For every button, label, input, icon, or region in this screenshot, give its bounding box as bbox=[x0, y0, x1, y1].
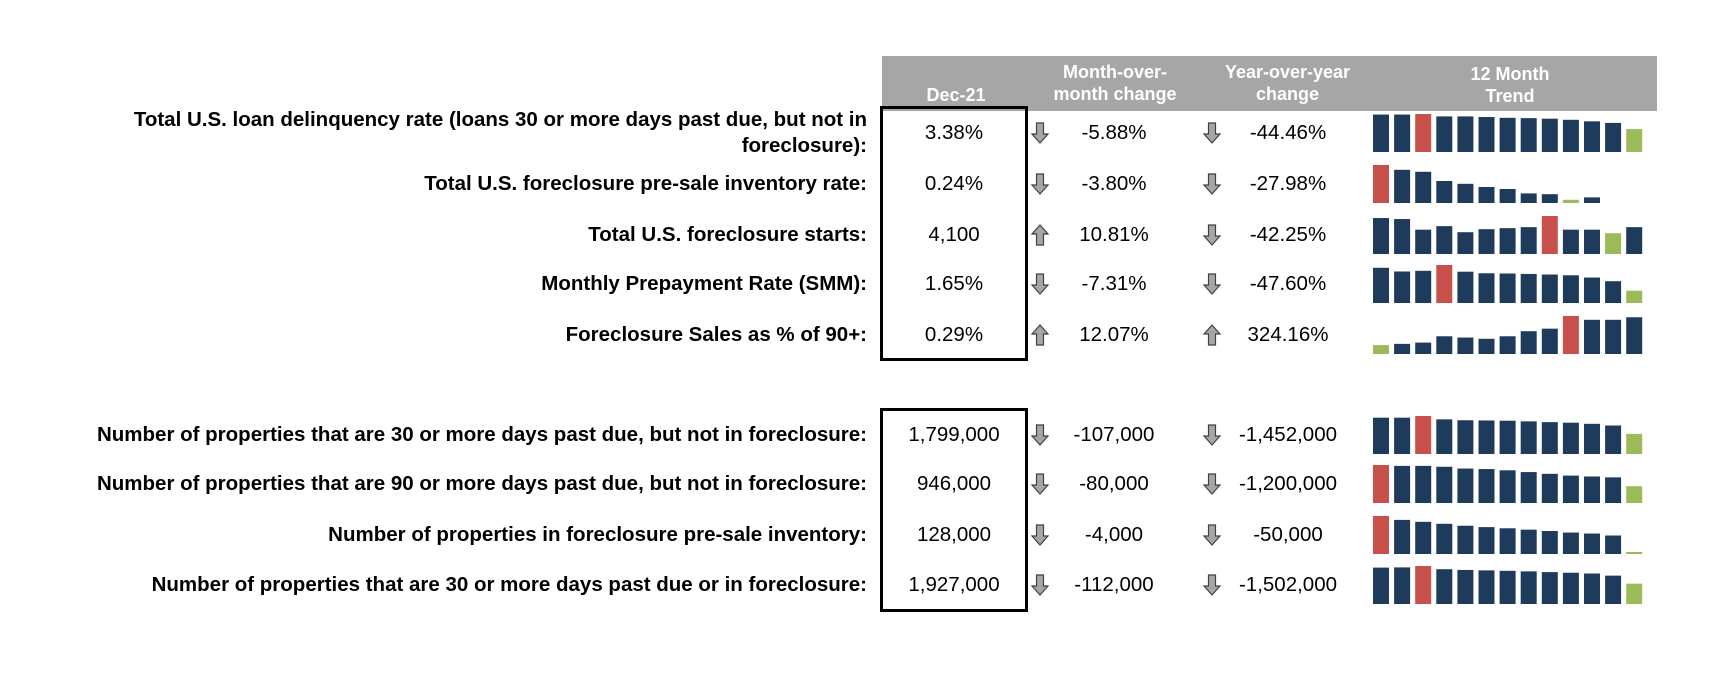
trend-bar bbox=[1563, 423, 1579, 454]
trend-bar bbox=[1457, 420, 1473, 454]
trend-bar bbox=[1605, 233, 1621, 254]
header-trend-line2: Trend bbox=[1485, 86, 1535, 106]
trend-bar bbox=[1373, 165, 1389, 203]
arrow-down-icon bbox=[1203, 122, 1221, 144]
trend-bar bbox=[1626, 291, 1642, 303]
mom-change: -112,000 bbox=[1074, 573, 1154, 596]
trend-bar bbox=[1542, 119, 1558, 152]
arrow-down-icon bbox=[1203, 524, 1221, 546]
trend-bar bbox=[1479, 117, 1495, 152]
trend-bar bbox=[1436, 569, 1452, 604]
trend-sparkline bbox=[1373, 114, 1649, 152]
header-yoy-line2: change bbox=[1255, 84, 1320, 104]
header-mom-line1: Month-over- bbox=[1063, 62, 1167, 82]
trend-bar bbox=[1500, 421, 1516, 454]
trend-bar bbox=[1563, 476, 1579, 503]
trend-bar bbox=[1626, 227, 1642, 254]
header-current bbox=[882, 84, 1030, 106]
trend-bar bbox=[1626, 129, 1642, 152]
current-value: 1,799,000 bbox=[908, 423, 1000, 446]
arrow-down-icon bbox=[1031, 173, 1049, 195]
trend-bar bbox=[1584, 424, 1600, 454]
trend-bar bbox=[1584, 476, 1600, 503]
trend-bar bbox=[1563, 275, 1579, 303]
trend-bar bbox=[1563, 573, 1579, 604]
trend-bar bbox=[1542, 216, 1558, 254]
trend-bar bbox=[1626, 434, 1642, 454]
trend-bar bbox=[1457, 338, 1473, 354]
trend-bar bbox=[1521, 118, 1537, 152]
trend-bar bbox=[1394, 520, 1410, 554]
trend-bar bbox=[1394, 466, 1410, 503]
arrow-down-icon bbox=[1203, 224, 1221, 246]
trend-bar bbox=[1542, 422, 1558, 454]
trend-bar bbox=[1584, 197, 1600, 203]
row-label-cont: foreclosure): bbox=[741, 134, 867, 157]
trend-bar bbox=[1394, 567, 1410, 604]
trend-bar bbox=[1626, 486, 1642, 503]
trend-bar bbox=[1415, 114, 1431, 152]
yoy-change: -27.98% bbox=[1249, 172, 1327, 195]
trend-bar bbox=[1500, 571, 1516, 604]
trend-bar bbox=[1394, 418, 1410, 454]
trend-sparkline bbox=[1373, 416, 1649, 454]
trend-bar bbox=[1500, 118, 1516, 152]
trend-bar bbox=[1542, 329, 1558, 354]
trend-bar bbox=[1415, 416, 1431, 454]
trend-sparkline bbox=[1373, 165, 1649, 203]
trend-bar bbox=[1584, 320, 1600, 354]
header-trend bbox=[1440, 63, 1580, 107]
trend-bar bbox=[1521, 227, 1537, 254]
trend-bar bbox=[1521, 472, 1537, 503]
trend-bar bbox=[1563, 533, 1579, 554]
trend-bar bbox=[1394, 170, 1410, 203]
trend-bar bbox=[1373, 268, 1389, 303]
mom-change: -107,000 bbox=[1073, 423, 1155, 446]
trend-bar bbox=[1457, 184, 1473, 203]
mom-change: -4,000 bbox=[1084, 523, 1144, 546]
trend-sparkline bbox=[1373, 316, 1649, 354]
trend-bar bbox=[1605, 123, 1621, 152]
trend-bar bbox=[1479, 339, 1495, 354]
trend-bar bbox=[1457, 469, 1473, 503]
trend-bar bbox=[1563, 316, 1579, 354]
trend-bar bbox=[1521, 571, 1537, 604]
header-yoy-line1: Year-over-year bbox=[1224, 62, 1351, 82]
arrow-down-icon bbox=[1031, 273, 1049, 295]
trend-bar bbox=[1500, 273, 1516, 303]
yoy-change: -50,000 bbox=[1253, 523, 1323, 546]
current-value: 4,100 bbox=[928, 223, 980, 246]
trend-bar bbox=[1436, 524, 1452, 554]
trend-bar bbox=[1542, 572, 1558, 604]
trend-bar bbox=[1436, 226, 1452, 254]
trend-bar bbox=[1394, 219, 1410, 254]
trend-bar bbox=[1373, 465, 1389, 503]
trend-bar bbox=[1584, 278, 1600, 303]
trend-bar bbox=[1394, 271, 1410, 303]
header-mom-line2: month change bbox=[1053, 84, 1177, 104]
yoy-change: 324.16% bbox=[1247, 323, 1329, 346]
mom-change: 10.81% bbox=[1079, 223, 1149, 246]
trend-bar bbox=[1584, 573, 1600, 604]
trend-bar bbox=[1436, 419, 1452, 454]
trend-bar bbox=[1457, 116, 1473, 152]
trend-bar bbox=[1436, 467, 1452, 503]
trend-bar bbox=[1436, 336, 1452, 354]
trend-bar bbox=[1563, 200, 1579, 203]
current-value: 128,000 bbox=[916, 523, 992, 546]
trend-bar bbox=[1605, 535, 1621, 554]
current-value: 0.24% bbox=[924, 172, 984, 195]
trend-bar bbox=[1415, 271, 1431, 303]
row-label: Number of properties that are 30 or more days past due or in foreclosure: bbox=[151, 573, 867, 596]
arrow-down-icon bbox=[1031, 122, 1049, 144]
trend-bar bbox=[1415, 522, 1431, 554]
trend-bar bbox=[1605, 426, 1621, 455]
trend-bar bbox=[1415, 343, 1431, 354]
arrow-down-icon bbox=[1203, 424, 1221, 446]
trend-bar bbox=[1479, 570, 1495, 604]
arrow-down-icon bbox=[1203, 173, 1221, 195]
arrow-up-icon bbox=[1031, 224, 1049, 246]
trend-bar bbox=[1500, 189, 1516, 203]
row-label: Monthly Prepayment Rate (SMM): bbox=[541, 272, 867, 295]
mom-change: -7.31% bbox=[1081, 272, 1147, 295]
trend-bar bbox=[1436, 181, 1452, 203]
trend-bar bbox=[1605, 477, 1621, 503]
yoy-change: -1,502,000 bbox=[1238, 573, 1338, 596]
trend-sparkline bbox=[1373, 566, 1649, 604]
trend-bar bbox=[1626, 552, 1642, 554]
trend-bar bbox=[1479, 527, 1495, 554]
yoy-change: -1,200,000 bbox=[1238, 472, 1338, 495]
trend-bar bbox=[1626, 317, 1642, 354]
trend-bar bbox=[1373, 418, 1389, 454]
trend-bar bbox=[1457, 526, 1473, 554]
arrow-down-icon bbox=[1203, 473, 1221, 495]
row-label: Number of properties that are 90 or more days past due, but not in foreclosure: bbox=[96, 472, 867, 495]
trend-bar bbox=[1415, 466, 1431, 503]
trend-bar bbox=[1542, 474, 1558, 503]
trend-sparkline bbox=[1373, 265, 1649, 303]
trend-bar bbox=[1479, 469, 1495, 503]
trend-bar bbox=[1542, 531, 1558, 554]
trend-bar bbox=[1373, 568, 1389, 604]
mom-change: -80,000 bbox=[1079, 472, 1149, 495]
row-label: Foreclosure Sales as % of 90+: bbox=[565, 323, 867, 346]
trend-sparkline bbox=[1373, 216, 1649, 254]
trend-bar bbox=[1479, 273, 1495, 303]
header-current-label: Dec-21 bbox=[926, 85, 986, 105]
current-value: 1.65% bbox=[924, 272, 984, 295]
trend-bar bbox=[1373, 115, 1389, 152]
yoy-change: -47.60% bbox=[1249, 272, 1327, 295]
trend-bar bbox=[1521, 421, 1537, 454]
trend-bar bbox=[1500, 470, 1516, 503]
trend-bar bbox=[1563, 120, 1579, 152]
trend-bar bbox=[1373, 218, 1389, 254]
row-label: Number of properties in foreclosure pre-sale inventory: bbox=[328, 523, 867, 546]
trend-bar bbox=[1626, 584, 1642, 604]
trend-bar bbox=[1415, 230, 1431, 254]
arrow-down-icon bbox=[1031, 574, 1049, 596]
trend-bar bbox=[1605, 576, 1621, 604]
row-label: Total U.S. foreclosure pre-sale inventory rate: bbox=[424, 172, 867, 195]
trend-sparkline bbox=[1373, 516, 1649, 554]
trend-bar bbox=[1479, 187, 1495, 203]
current-value: 1,927,000 bbox=[908, 573, 1000, 596]
trend-bar bbox=[1542, 194, 1558, 203]
arrow-up-icon bbox=[1203, 324, 1221, 346]
arrow-up-icon bbox=[1031, 324, 1049, 346]
current-value: 0.29% bbox=[924, 323, 984, 346]
trend-bar bbox=[1605, 281, 1621, 303]
trend-bar bbox=[1457, 272, 1473, 303]
yoy-change: -44.46% bbox=[1249, 121, 1327, 144]
header-mom bbox=[1040, 61, 1190, 105]
trend-bar bbox=[1394, 115, 1410, 152]
trend-bar bbox=[1500, 528, 1516, 554]
arrow-down-icon bbox=[1031, 424, 1049, 446]
trend-bar bbox=[1584, 534, 1600, 554]
trend-bar bbox=[1563, 230, 1579, 254]
arrow-down-icon bbox=[1203, 574, 1221, 596]
arrow-down-icon bbox=[1031, 524, 1049, 546]
mom-change: 12.07% bbox=[1079, 323, 1149, 346]
current-value: 3.38% bbox=[924, 121, 984, 144]
trend-bar bbox=[1584, 121, 1600, 152]
row-label: Total U.S. foreclosure starts: bbox=[588, 223, 867, 246]
trend-bar bbox=[1521, 530, 1537, 554]
arrow-down-icon bbox=[1031, 473, 1049, 495]
trend-bar bbox=[1584, 230, 1600, 254]
current-value: 946,000 bbox=[916, 472, 992, 495]
header-trend-line1: 12 Month bbox=[1470, 64, 1550, 84]
trend-bar bbox=[1605, 320, 1621, 354]
trend-bar bbox=[1542, 275, 1558, 304]
trend-bar bbox=[1436, 265, 1452, 303]
yoy-change: -42.25% bbox=[1249, 223, 1327, 246]
trend-bar bbox=[1394, 344, 1410, 354]
trend-bar bbox=[1457, 570, 1473, 604]
mom-change: -3.80% bbox=[1081, 172, 1147, 195]
row-label: Number of properties that are 30 or more days past due, but not in foreclosure: bbox=[96, 423, 867, 446]
trend-sparkline bbox=[1373, 465, 1649, 503]
row-label: Total U.S. loan delinquency rate (loans 30 or more days past due, but not in bbox=[133, 108, 867, 131]
trend-bar bbox=[1500, 336, 1516, 354]
trend-bar bbox=[1479, 229, 1495, 254]
trend-bar bbox=[1521, 193, 1537, 203]
trend-bar bbox=[1521, 331, 1537, 354]
trend-bar bbox=[1436, 116, 1452, 152]
trend-bar bbox=[1373, 345, 1389, 354]
header-yoy bbox=[1210, 61, 1365, 105]
trend-bar bbox=[1479, 420, 1495, 454]
arrow-down-icon bbox=[1203, 273, 1221, 295]
trend-bar bbox=[1457, 232, 1473, 254]
yoy-change: -1,452,000 bbox=[1238, 423, 1338, 446]
mom-change: -5.88% bbox=[1081, 121, 1147, 144]
trend-bar bbox=[1373, 516, 1389, 554]
trend-bar bbox=[1415, 566, 1431, 604]
trend-bar bbox=[1521, 274, 1537, 303]
trend-bar bbox=[1415, 172, 1431, 203]
trend-bar bbox=[1500, 228, 1516, 254]
